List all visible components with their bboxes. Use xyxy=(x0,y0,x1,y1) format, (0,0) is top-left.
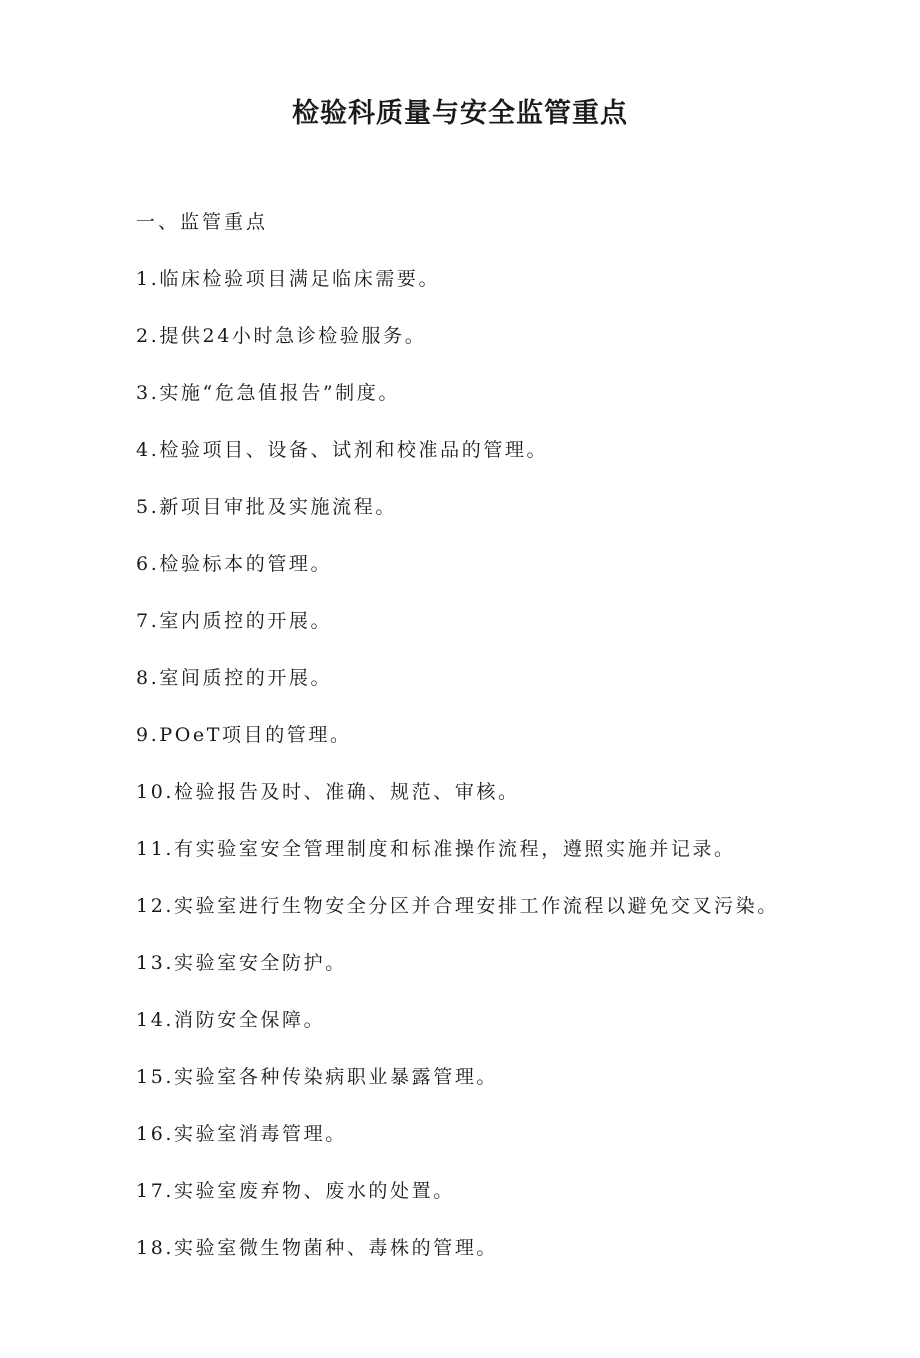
section-heading: 一、监管重点 xyxy=(136,211,269,233)
list-item: 15.实验室各种传染病职业暴露管理。 xyxy=(136,1066,499,1088)
list-item: 1.临床检验项目满足临床需要。 xyxy=(136,268,441,290)
list-item: 8.室间质控的开展。 xyxy=(136,667,333,689)
list-item: 14.消防安全保障。 xyxy=(136,1009,326,1031)
list-item: 9.POeT项目的管理。 xyxy=(136,724,352,746)
list-item: 17.实验室废弃物、废水的处置。 xyxy=(136,1180,455,1202)
list-item: 7.室内质控的开展。 xyxy=(136,610,333,632)
list-item: 18.实验室微生物菌种、毒株的管理。 xyxy=(136,1237,499,1259)
list-item: 16.实验室消毒管理。 xyxy=(136,1123,347,1145)
supervision-items-list xyxy=(136,264,779,1290)
list-item: 11.有实验室安全管理制度和标准操作流程，遵照实施并记录。 xyxy=(136,838,736,860)
list-item: 13.实验室安全防护。 xyxy=(136,952,347,974)
list-item: 3.实施“危急值报告”制度。 xyxy=(136,382,400,404)
list-item: 12.实验室进行生物安全分区并合理安排工作流程以避免交叉污染。 xyxy=(136,895,779,917)
list-item: 5.新项目审批及实施流程。 xyxy=(136,496,397,518)
list-item: 4.检验项目、设备、试剂和校准品的管理。 xyxy=(136,439,549,461)
list-item: 10.检验报告及时、准确、规范、审核。 xyxy=(136,781,520,803)
list-item: 2.提供24小时急诊检验服务。 xyxy=(136,325,427,347)
list-item: 6.检验标本的管理。 xyxy=(136,553,333,575)
document-title: 检验科质量与安全监管重点 xyxy=(292,98,628,129)
